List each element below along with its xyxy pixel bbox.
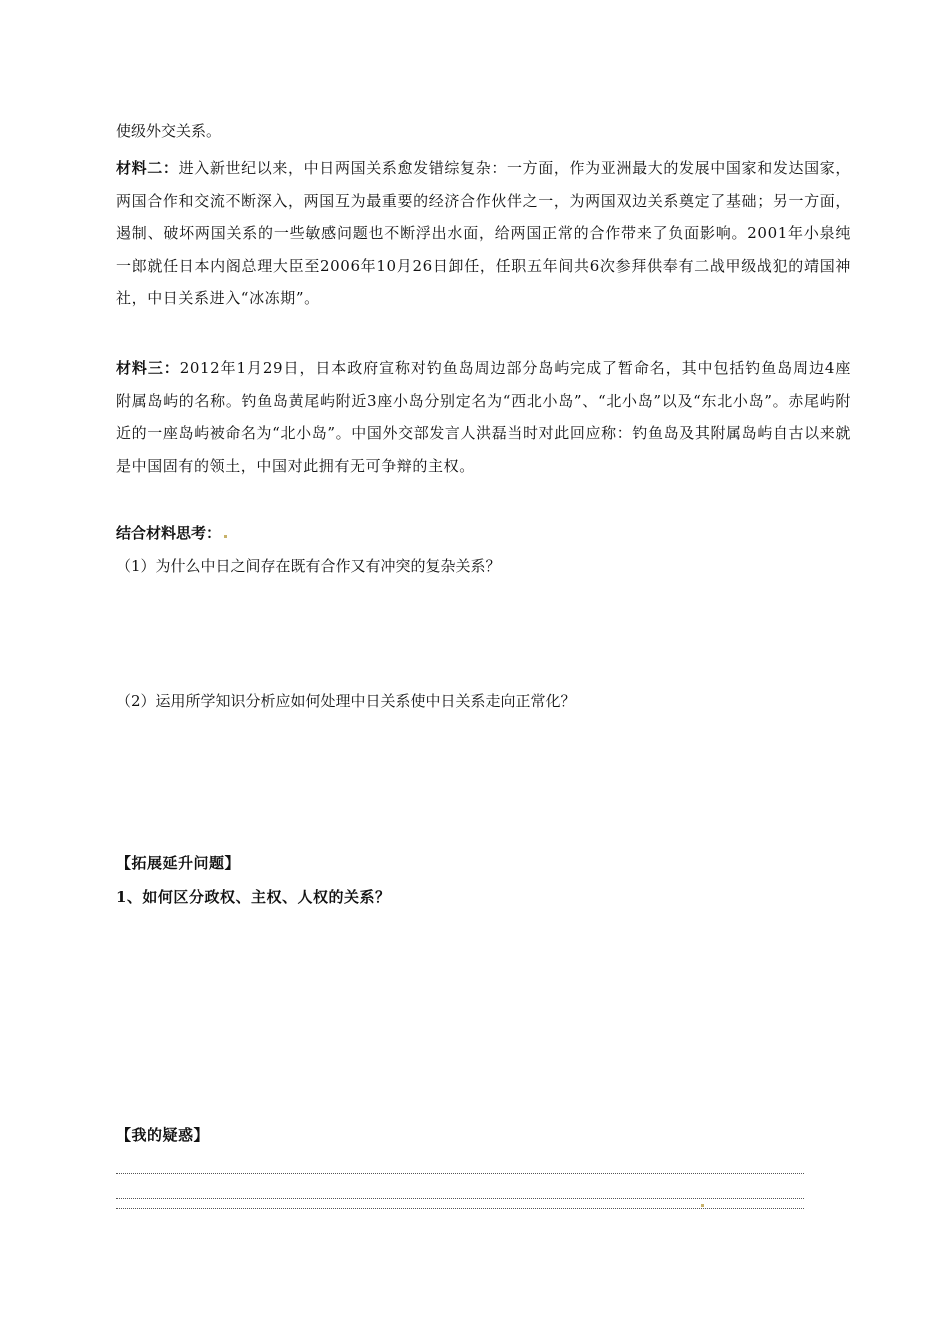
dot-mark (701, 1204, 704, 1207)
think-prompt (116, 522, 227, 543)
material-two-text: 进入新世纪以来，中日两国关系愈发错综复杂：一方面，作为亚洲最大的发展中国家和发达国家，两国合作和交流不断深入，两国互为最重要的经济合作伙伴之一，为两国双边关系奠定了基础；另一方面，遏制、破坏两国关系的一些敏感问题也不断浮出水面，给两国正常的合作带来了负面影响。2001年小泉纯一郎就任日本内阁总理大臣至2006年10月26日卸任，任职五年间共6次参拜供奉有二战甲级战犯的靖国神社，中日关系进入“冰冻期”。 (116, 159, 851, 307)
material-three-paragraph (116, 352, 851, 482)
answer-line (116, 1208, 804, 1209)
material-three-text: 2012年1月29日，日本政府宣称对钓鱼岛周边部分岛屿完成了暂命名，其中包括钓鱼岛周边4座附属岛屿的名称。钓鱼岛黄尾屿附近3座小岛分别定名为“西北小岛”、“北小岛”以及“东北小岛”。赤尾屿附近的一座岛屿被命名为“北小岛”。中国外交部发言人洪磊当时对此回应称：钓鱼岛及其附属岛屿自古以来就是中国固有的领土，中国对此拥有无可争辩的主权。 (116, 359, 851, 475)
question-one: （1）为什么中日之间存在既有合作又有冲突的复杂关系？ (116, 557, 501, 575)
material-two-label: 材料二： (116, 159, 179, 177)
extension-question-one: 1、如何区分政权、主权、人权的关系？ (116, 888, 391, 906)
think-prompt-text: 结合材料思考： (116, 524, 222, 542)
doubts-heading: 【我的疑惑】 (116, 1126, 210, 1144)
answer-line (116, 1173, 804, 1174)
continued-line: 使级外交关系。 (116, 122, 222, 140)
dot-mark (224, 535, 227, 538)
material-three-label: 材料三： (116, 359, 180, 377)
question-two: （2）运用所学知识分析应如何处理中日关系使中日关系走向正常化？ (116, 692, 576, 710)
answer-line (116, 1198, 804, 1199)
extension-heading: 【拓展延升问题】 (116, 854, 241, 872)
material-two-paragraph (116, 152, 851, 315)
